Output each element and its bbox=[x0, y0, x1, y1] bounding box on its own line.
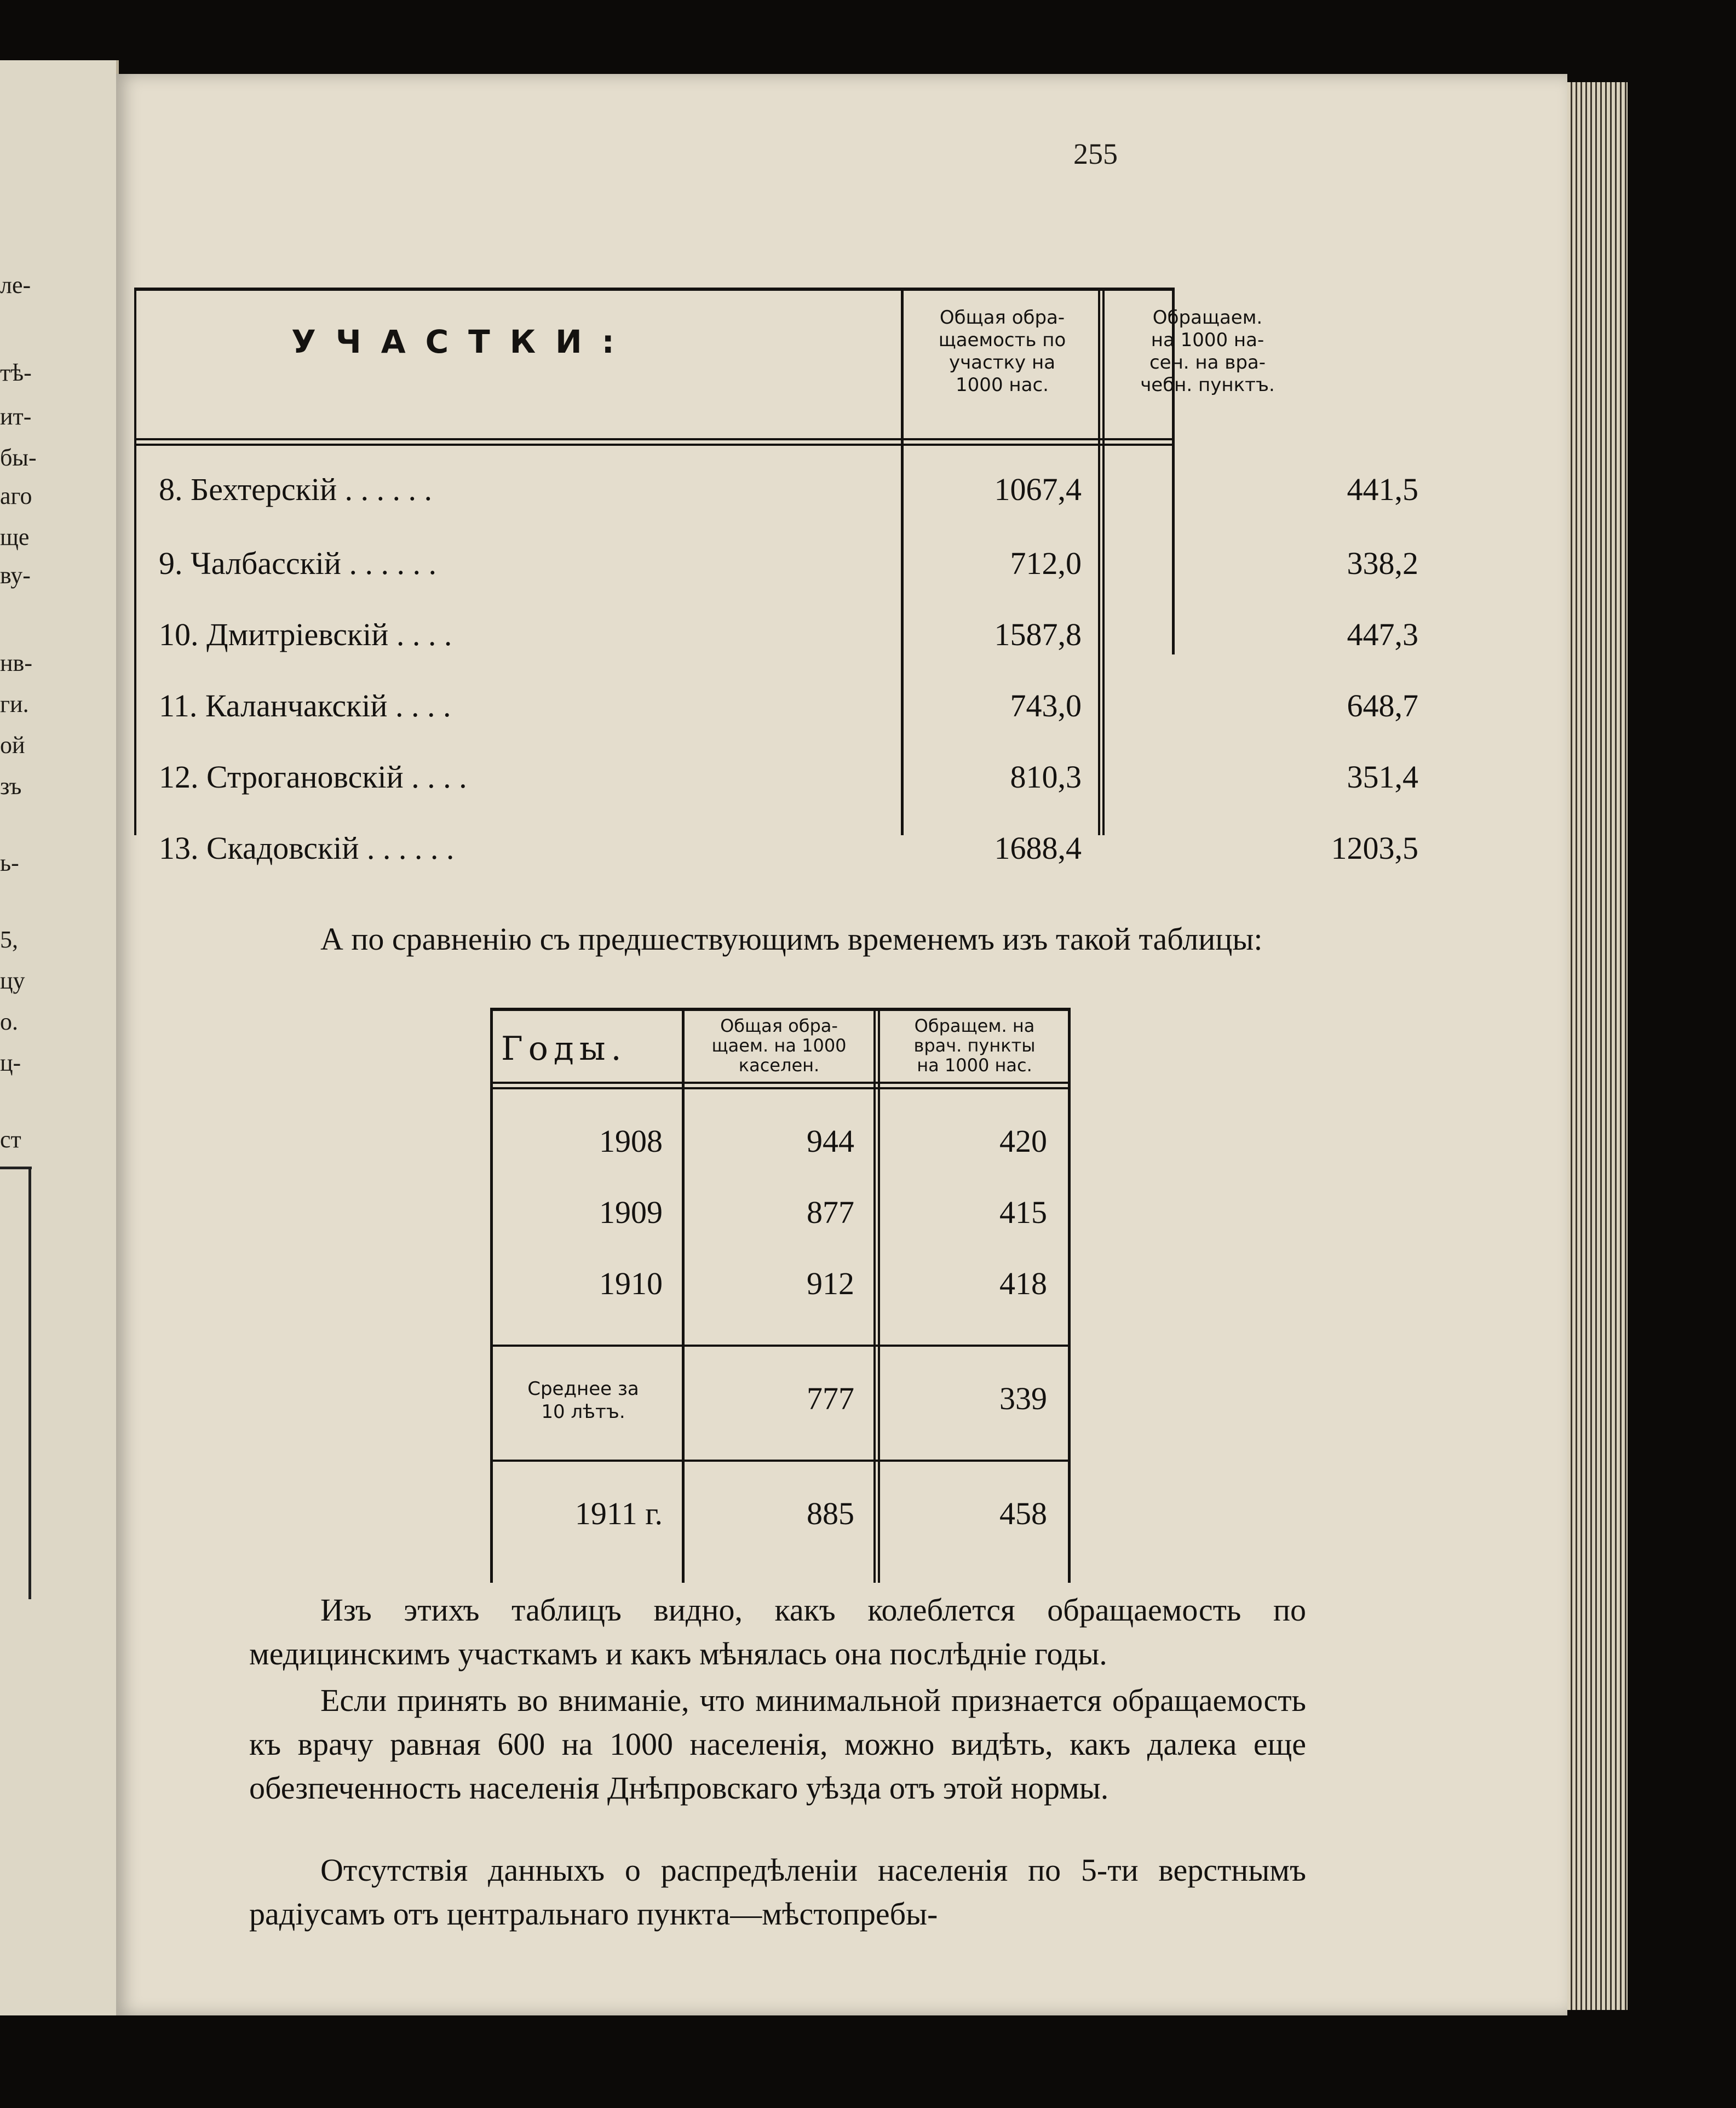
cell-value: 441,5 bbox=[1347, 472, 1418, 507]
years-table bbox=[490, 1008, 1071, 1583]
left-fragment: нв- bbox=[0, 650, 32, 676]
page-number: 255 bbox=[1073, 137, 1118, 170]
district-name: 11. Каланчакскій . . . . bbox=[159, 688, 451, 723]
col2-header: Обращем. на врач. пункты на 1000 нас. bbox=[913, 1015, 1036, 1076]
left-fragment: 5, bbox=[0, 926, 18, 953]
cell-value: 912 bbox=[807, 1266, 854, 1301]
cell-value: 944 bbox=[807, 1123, 854, 1159]
district-name: 13. Скадовскій . . . . . . bbox=[159, 830, 455, 866]
cell-value: 338,2 bbox=[1347, 545, 1418, 581]
table-right-rule bbox=[1068, 1084, 1071, 1583]
cell-value: 777 bbox=[807, 1381, 854, 1416]
cell-value: 810,3 bbox=[1010, 759, 1082, 795]
left-fragment: ст bbox=[0, 1126, 21, 1153]
body-paragraph: Отсутствія данныхъ о распредѣленіи населенія по 5-ти верстнымъ радіусамъ отъ центральнаго пункта—мѣстопребы- bbox=[249, 1852, 1306, 1932]
left-fragment: о. bbox=[0, 1008, 18, 1035]
cell-value: 1688,4 bbox=[994, 830, 1082, 866]
left-fragment: ь- bbox=[0, 849, 19, 876]
left-fragment: ой bbox=[0, 732, 25, 759]
header-rule bbox=[134, 438, 1175, 440]
district-name: 10. Дмитріевскій . . . . bbox=[159, 617, 452, 652]
cell-value: 877 bbox=[807, 1194, 854, 1230]
left-fragment: ще bbox=[0, 524, 30, 550]
table-top-rule bbox=[134, 288, 1175, 291]
page-edges bbox=[1567, 82, 1628, 2010]
col2-header: Обращаем. на 1000 на- сен. на вра- чебн. пунктъ. bbox=[1140, 307, 1275, 396]
table-row bbox=[134, 687, 1418, 748]
year-cell: 1909 bbox=[599, 1194, 663, 1230]
cell-value: 420 bbox=[999, 1123, 1047, 1159]
left-fragment: аго bbox=[0, 483, 32, 509]
districts-table bbox=[134, 214, 1418, 866]
left-fragment: тѣ- bbox=[0, 359, 32, 386]
col1-header: Общая обра- щаемость по участку на 1000 нас. bbox=[938, 307, 1066, 396]
left-fragment: ги. bbox=[0, 691, 29, 717]
left-fragment: ит- bbox=[0, 403, 32, 430]
cell-value: 648,7 bbox=[1347, 688, 1418, 723]
table-row bbox=[134, 616, 1418, 676]
year-cell: 1911 г. bbox=[574, 1496, 663, 1531]
cell-value: 743,0 bbox=[1010, 688, 1082, 723]
table-top-rule bbox=[490, 1008, 1071, 1011]
col1-header: Общая обра- щаем. на 1000 каселен. bbox=[711, 1015, 847, 1076]
cell-value: 1587,8 bbox=[994, 617, 1082, 652]
average-label: Среднее за 10 лѣтъ. bbox=[527, 1378, 639, 1423]
left-fragment: бы- bbox=[0, 444, 37, 471]
cell-value: 885 bbox=[807, 1496, 854, 1531]
table-row bbox=[134, 471, 1418, 531]
left-page bbox=[0, 60, 119, 2015]
cell-value: 1203,5 bbox=[1331, 830, 1418, 866]
table-title: УЧАСТКИ: bbox=[291, 323, 634, 360]
col-rule bbox=[873, 1008, 876, 1583]
years-header: Годы. bbox=[501, 1030, 627, 1068]
left-fragment: ц- bbox=[0, 1049, 21, 1076]
cell-value: 339 bbox=[999, 1381, 1047, 1416]
table-row bbox=[134, 830, 1418, 890]
table-row bbox=[134, 545, 1418, 605]
left-fragment: зъ bbox=[0, 773, 22, 800]
district-name: 12. Строгановскій . . . . bbox=[159, 759, 467, 795]
header-rule bbox=[490, 1087, 1071, 1089]
body-paragraph: Если принять во вниманіе, что минимальной признается обращаемость къ врачу равная 600 на 1000 населенія, можно видѣть, какъ далека еще обезпеченность населенія Днѣпровскаго уѣзда отъ этой нормы. bbox=[249, 1682, 1306, 1806]
row-rule bbox=[490, 1460, 1071, 1462]
left-fragment: цу bbox=[0, 967, 25, 994]
left-table-rule bbox=[0, 1167, 32, 1169]
year-cell: 1910 bbox=[599, 1266, 663, 1301]
left-fragment: ле- bbox=[0, 272, 31, 298]
intro-paragraph: А по сравненію съ предшествующимъ временемъ изъ такой таблицы: bbox=[320, 921, 1263, 957]
cell-value: 458 bbox=[999, 1496, 1047, 1531]
cell-value: 418 bbox=[999, 1266, 1047, 1301]
cell-value: 1067,4 bbox=[994, 472, 1082, 507]
cell-value: 447,3 bbox=[1347, 617, 1418, 652]
table-row bbox=[134, 759, 1418, 819]
left-table-rule bbox=[28, 1167, 31, 1599]
district-name: 8. Бехтерскій . . . . . . bbox=[159, 472, 433, 507]
year-cell: 1908 bbox=[599, 1123, 663, 1159]
header-rule bbox=[490, 1082, 1071, 1084]
cell-value: 415 bbox=[999, 1194, 1047, 1230]
row-rule bbox=[490, 1345, 1071, 1347]
header-rule bbox=[134, 444, 1175, 446]
district-name: 9. Чалбасскій . . . . . . bbox=[159, 545, 436, 581]
cell-value: 351,4 bbox=[1347, 759, 1418, 795]
cell-value: 712,0 bbox=[1010, 545, 1082, 581]
body-paragraph: Изъ этихъ таблицъ видно, какъ колеблется обращаемость по медицинскимъ участкамъ и какъ мѣнялась она послѣдніе годы. bbox=[249, 1592, 1306, 1672]
left-fragment: ву- bbox=[0, 562, 31, 589]
